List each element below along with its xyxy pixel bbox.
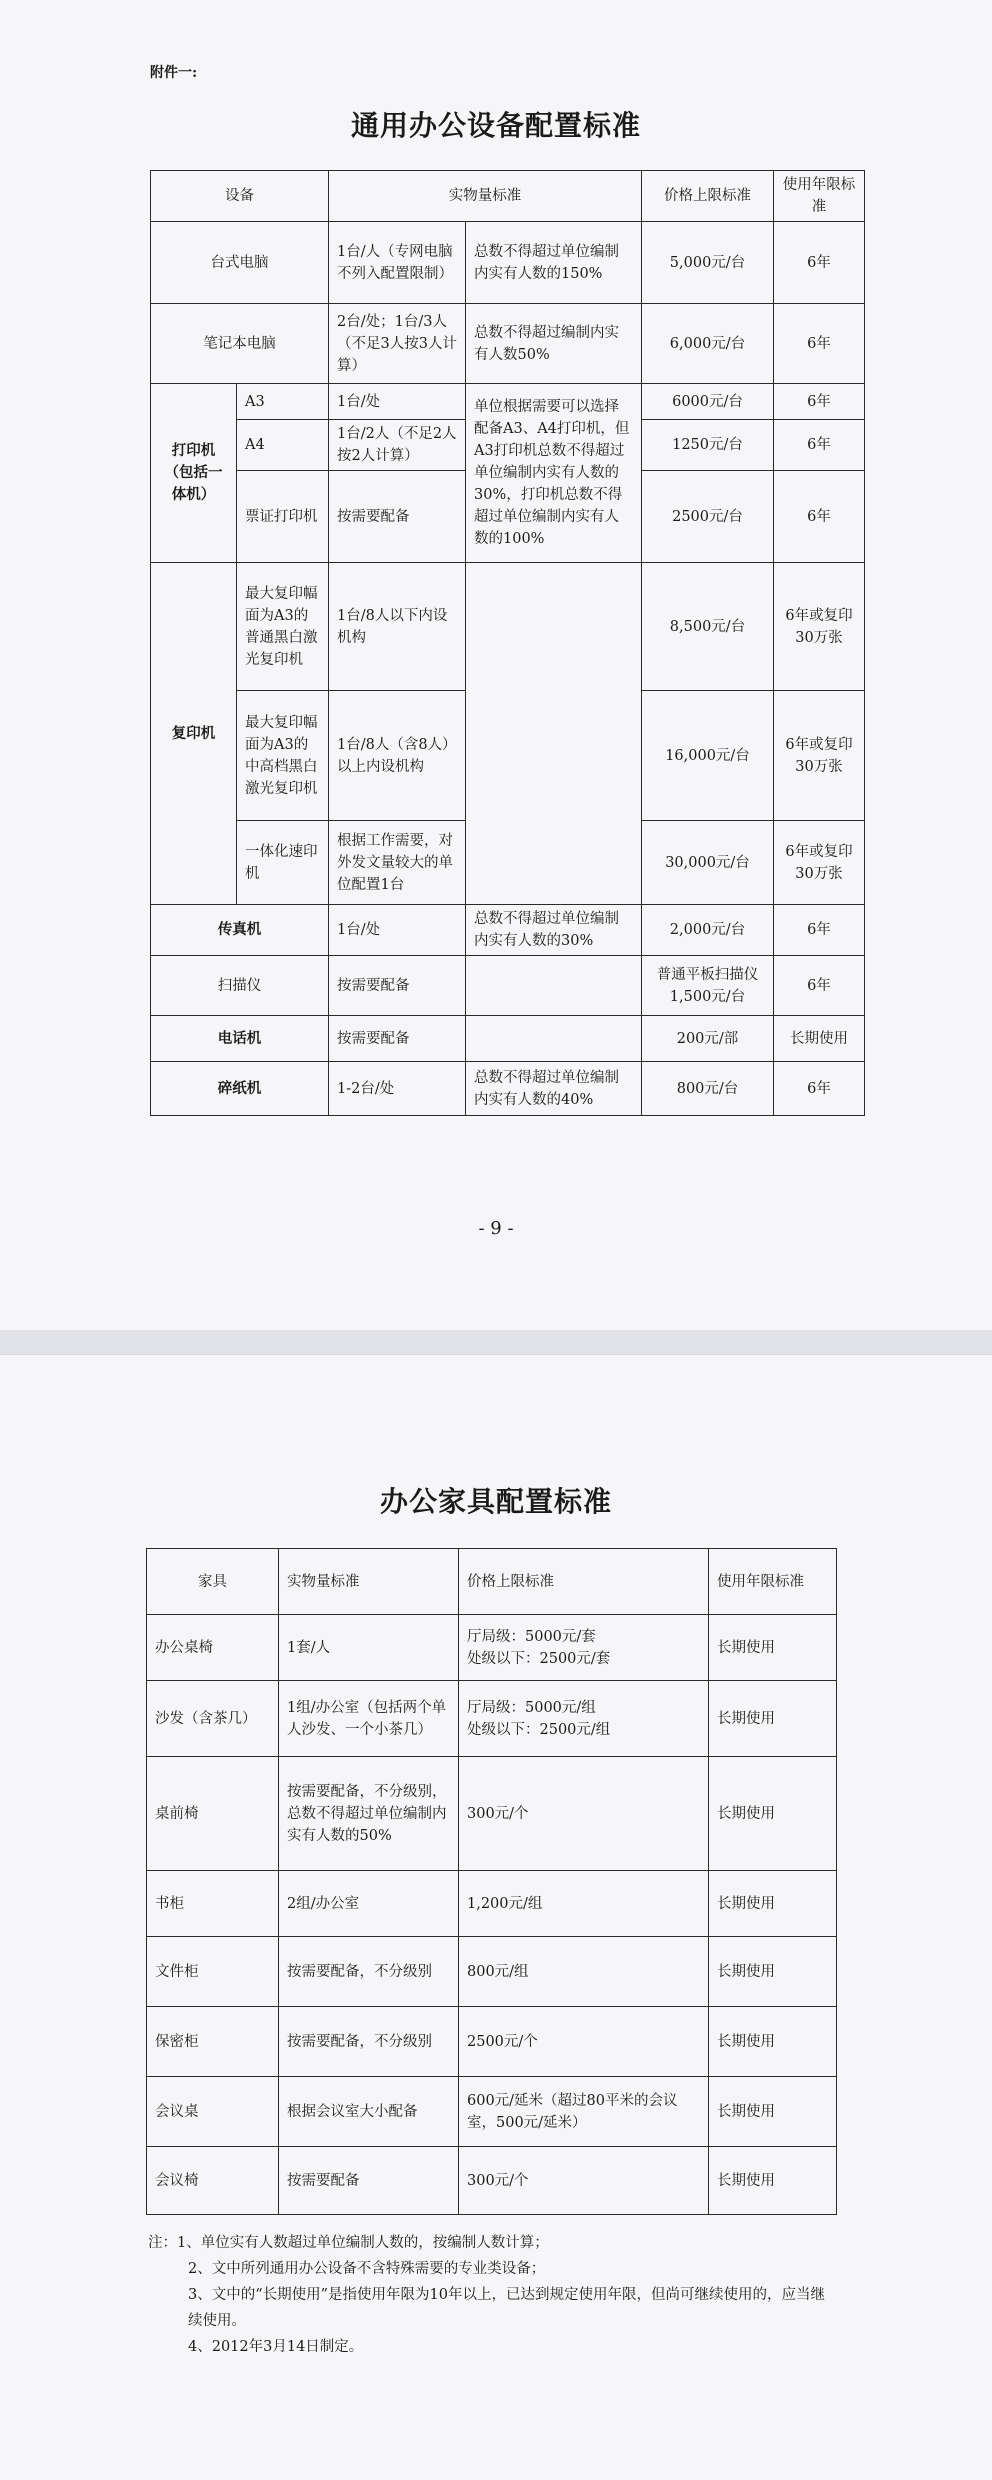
note-2: 2、文中所列通用办公设备不含特殊需要的专业类设备；	[188, 2261, 546, 2277]
row-standard: 1-2台/处	[329, 1062, 466, 1116]
header-years: 使用年限标准	[709, 1549, 837, 1615]
row-standard: 按需要配备	[329, 471, 466, 563]
row-standard-total: 总数不得超过编制内实有人数50%	[466, 304, 642, 384]
table-row	[147, 1871, 837, 1937]
row-subname: 最大复印幅面为A3的中高档黑白激光复印机	[237, 691, 329, 821]
row-price: 200元/部	[642, 1016, 774, 1062]
row-price: 800元/台	[642, 1062, 774, 1116]
row-group-printer: 打印机（包括一体机）	[151, 384, 237, 563]
row-years: 长期使用	[709, 2147, 837, 2215]
row-price: 30,000元/台	[642, 821, 774, 905]
table-row	[147, 2007, 837, 2077]
table-row	[147, 2147, 837, 2215]
table-row	[151, 1016, 865, 1062]
row-standard: 1台/8人（含8人）以上内设机构	[329, 691, 466, 821]
note-1: 注：1、单位实有人数超过单位编制人数的，按编制人数计算；	[148, 2235, 549, 2251]
row-price: 16,000元/台	[642, 691, 774, 821]
row-name: 碎纸机	[151, 1062, 329, 1116]
table-row	[151, 1062, 865, 1116]
table-row	[151, 304, 865, 384]
row-years: 6年或复印30万张	[774, 691, 865, 821]
row-years: 长期使用	[709, 1937, 837, 2007]
row-price: 6,000元/台	[642, 304, 774, 384]
table-row	[151, 956, 865, 1016]
note-4: 4、2012年3月14日制定。	[188, 2339, 364, 2355]
row-years: 长期使用	[709, 1615, 837, 1681]
row-years: 6年	[774, 384, 865, 420]
row-years: 长期使用	[709, 2077, 837, 2147]
row-standard-total	[466, 956, 642, 1016]
row-price: 厅局级：5000元/套 处级以下：2500元/套	[459, 1615, 709, 1681]
row-subname: 最大复印幅面为A3的普通黑白激光复印机	[237, 563, 329, 691]
row-years: 长期使用	[709, 1757, 837, 1871]
header-price: 价格上限标准	[459, 1549, 709, 1615]
row-price: 2500元/台	[642, 471, 774, 563]
row-price: 厅局级：5000元/组 处级以下：2500元/组	[459, 1681, 709, 1757]
table-row	[151, 384, 865, 420]
row-subname: A4	[237, 420, 329, 471]
row-name: 办公桌椅	[147, 1615, 279, 1681]
table-row	[151, 563, 865, 691]
row-price: 2500元/个	[459, 2007, 709, 2077]
row-name: 保密柜	[147, 2007, 279, 2077]
row-name: 桌前椅	[147, 1757, 279, 1871]
row-standard: 1台/2人（不足2人按2人计算）	[329, 420, 466, 471]
row-name: 传真机	[151, 905, 329, 956]
table-row	[147, 1681, 837, 1757]
row-price: 普通平板扫描仪1,500元/台	[642, 956, 774, 1016]
row-standard-total	[466, 1016, 642, 1062]
table-header-row	[147, 1549, 837, 1615]
furniture-table	[146, 1548, 837, 2215]
row-years: 6年或复印30万张	[774, 821, 865, 905]
row-years: 长期使用	[709, 2007, 837, 2077]
row-name: 扫描仪	[151, 956, 329, 1016]
row-years: 6年	[774, 905, 865, 956]
row-standard: 按需要配备，不分级别，总数不得超过单位编制内实有人数的50%	[279, 1757, 459, 1871]
row-price: 2,000元/台	[642, 905, 774, 956]
row-subname: A3	[237, 384, 329, 420]
row-price: 300元/个	[459, 2147, 709, 2215]
row-price: 1250元/台	[642, 420, 774, 471]
row-name: 书柜	[147, 1871, 279, 1937]
row-standard: 1台/处	[329, 384, 466, 420]
row-years: 长期使用	[774, 1016, 865, 1062]
row-standard: 按需要配备	[329, 956, 466, 1016]
row-standard: 1台/处	[329, 905, 466, 956]
row-standard-total: 单位根据需要可以选择配备A3、A4打印机，但A3打印机总数不得超过单位编制内实有人数的30%，打印机总数不得超过单位编制内实有人数的100%	[466, 384, 642, 563]
document-page-2	[0, 1355, 992, 2480]
header-years: 使用年限标准	[774, 171, 865, 222]
row-standard-total: 总数不得超过单位编制内实有人数的40%	[466, 1062, 642, 1116]
row-standard-total: 总数不得超过单位编制内实有人数的30%	[466, 905, 642, 956]
row-name: 台式电脑	[151, 222, 329, 304]
row-years: 6年	[774, 420, 865, 471]
row-name: 文件柜	[147, 1937, 279, 2007]
row-name: 会议椅	[147, 2147, 279, 2215]
row-standard: 按需要配备，不分级别	[279, 1937, 459, 2007]
row-name: 会议桌	[147, 2077, 279, 2147]
row-standard: 根据会议室大小配备	[279, 2077, 459, 2147]
row-standard: 按需要配备，不分级别	[279, 2007, 459, 2077]
row-standard: 2台/处；1台/3人（不足3人按3人计算）	[329, 304, 466, 384]
row-years: 长期使用	[709, 1871, 837, 1937]
row-subname: 票证打印机	[237, 471, 329, 563]
table-row	[147, 1757, 837, 1871]
row-standard: 1台/人（专网电脑不列入配置限制）	[329, 222, 466, 304]
row-years: 6年	[774, 1062, 865, 1116]
row-years: 长期使用	[709, 1681, 837, 1757]
attachment-label: 附件一:	[150, 65, 198, 81]
row-standard: 根据工作需要，对外发文量较大的单位配置1台	[329, 821, 466, 905]
page-separator	[0, 1330, 992, 1355]
header-standard: 实物量标准	[279, 1549, 459, 1615]
table-row	[151, 222, 865, 304]
row-years: 6年	[774, 304, 865, 384]
header-price: 价格上限标准	[642, 171, 774, 222]
row-standard: 按需要配备	[329, 1016, 466, 1062]
table-row	[147, 1615, 837, 1681]
equipment-title: 通用办公设备配置标准	[350, 109, 641, 142]
row-name: 笔记本电脑	[151, 304, 329, 384]
row-subname: 一体化速印机	[237, 821, 329, 905]
row-price: 5,000元/台	[642, 222, 774, 304]
row-standard: 1组/办公室（包括两个单人沙发、一个小茶几）	[279, 1681, 459, 1757]
furniture-title: 办公家具配置标准	[379, 1485, 612, 1518]
header-device: 设备	[151, 171, 329, 222]
row-group-copier: 复印机	[151, 563, 237, 905]
row-price: 600元/延米（超过80平米的会议室，500元/延米）	[459, 2077, 709, 2147]
row-name: 电话机	[151, 1016, 329, 1062]
notes-section	[148, 2230, 838, 2360]
row-standard: 1套/人	[279, 1615, 459, 1681]
row-standard: 按需要配备	[279, 2147, 459, 2215]
page-number: - 9 -	[478, 1218, 514, 1239]
row-standard-total-empty	[466, 563, 642, 905]
table-header-row	[151, 171, 865, 222]
row-standard: 2组/办公室	[279, 1871, 459, 1937]
row-standard-total: 总数不得超过单位编制内实有人数的150%	[466, 222, 642, 304]
row-years: 6年	[774, 222, 865, 304]
header-standard: 实物量标准	[329, 171, 642, 222]
row-name: 沙发（含茶几）	[147, 1681, 279, 1757]
equipment-table	[150, 170, 865, 1116]
table-row	[147, 2077, 837, 2147]
row-years: 6年	[774, 956, 865, 1016]
row-years: 6年	[774, 471, 865, 563]
row-price: 300元/个	[459, 1757, 709, 1871]
row-price: 1,200元/组	[459, 1871, 709, 1937]
note-3: 3、文中的“长期使用”是指使用年限为10年以上，已达到规定使用年限，但尚可继续使用的，应当继续使用。	[188, 2287, 825, 2329]
row-price: 800元/组	[459, 1937, 709, 2007]
row-price: 6000元/台	[642, 384, 774, 420]
table-row	[147, 1937, 837, 2007]
row-standard: 1台/8人以下内设机构	[329, 563, 466, 691]
header-furniture: 家具	[147, 1549, 279, 1615]
row-price: 8,500元/台	[642, 563, 774, 691]
table-row	[151, 905, 865, 956]
row-years: 6年或复印30万张	[774, 563, 865, 691]
